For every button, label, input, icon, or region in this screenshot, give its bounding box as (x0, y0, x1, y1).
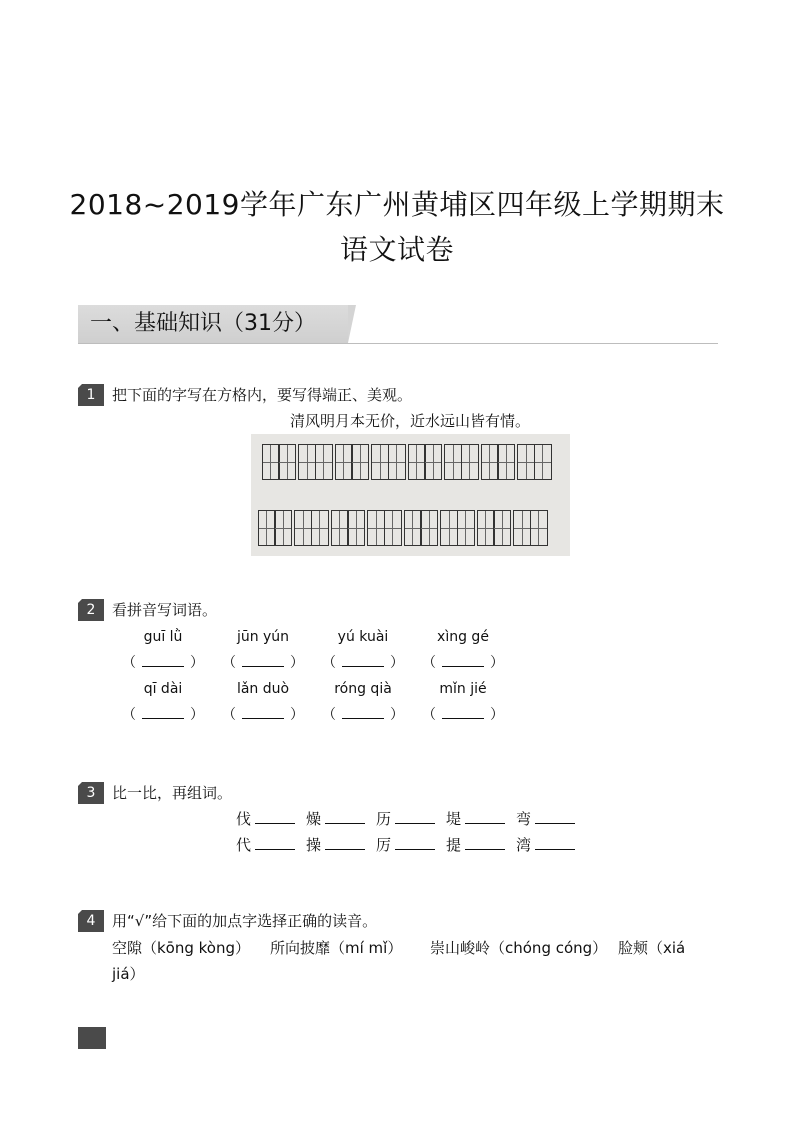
doc-title-line1: 2018~2019学年广东广州黄埔区四年级上学期期末 (69, 188, 725, 221)
compare-item[interactable]: 代 (236, 834, 306, 856)
question-1-instruction: 把下面的字写在方格内，要写得端正、美观。 (112, 386, 413, 404)
compare-item[interactable]: 提 (446, 834, 516, 856)
doc-title-line2: 语文试卷 (339, 233, 454, 266)
pinyin-7: róng qià (334, 681, 392, 697)
compare-item[interactable]: 燥 (306, 808, 376, 830)
pinyin-4: xìng gé (437, 629, 489, 645)
question-number-4: 4 (78, 910, 104, 932)
answer-blank[interactable]: （ ） (122, 655, 204, 671)
reading-choice[interactable]: 空隙（kōng kòng） (112, 939, 251, 957)
answer-blank[interactable]: （ ） (422, 655, 504, 671)
pinyin-2: jūn yún (236, 629, 290, 645)
answer-blank[interactable]: （ ） (322, 707, 404, 723)
question-1-poem: 清风明月本无价，近水远山皆有情。 (290, 412, 531, 430)
question-4-instruction: 用“√”给下面的加点字选择正确的读音。 (112, 912, 378, 930)
compare-item[interactable]: 堤 (446, 808, 516, 830)
compare-item[interactable]: 操 (306, 834, 376, 856)
answer-blank[interactable]: （ ） (322, 655, 404, 671)
question-number-5 (78, 1027, 106, 1049)
compare-item[interactable]: 历 (376, 808, 446, 830)
pinyin-3: yú kuài (337, 629, 389, 645)
section-header (78, 305, 718, 345)
pinyin-5: qī dài (143, 681, 183, 697)
question-3-instruction: 比一比，再组词。 (112, 784, 233, 802)
answer-blank[interactable]: （ ） (222, 707, 304, 723)
compare-row-1 (236, 808, 586, 830)
reading-choice[interactable]: 所向披靡（mí mǐ） (270, 939, 403, 957)
pinyin-8: mǐn jié (439, 681, 487, 697)
section-title: 一、基础知识（31分） (90, 311, 316, 336)
compare-item[interactable]: 弯 (516, 808, 586, 830)
compare-item[interactable]: 厉 (376, 834, 446, 856)
question-2-instruction: 看拼音写词语。 (112, 601, 218, 619)
reading-choice[interactable]: 脸颊（xiá (618, 939, 686, 957)
answer-blank[interactable]: （ ） (222, 655, 304, 671)
question-4-items (112, 935, 685, 961)
compare-row-2 (236, 834, 586, 856)
compare-item[interactable]: 湾 (516, 834, 586, 856)
question-number-3: 3 (78, 782, 104, 804)
question-number-1: 1 (78, 384, 104, 406)
writing-grid-image (251, 434, 570, 556)
grid-row-1 (263, 444, 552, 480)
answer-blank[interactable]: （ ） (422, 707, 504, 723)
compare-item[interactable]: 伐 (236, 808, 306, 830)
pinyin-6: lǎn duò (236, 681, 290, 697)
reading-choice-wrap: jiá） (112, 965, 145, 983)
question-number-2: 2 (78, 599, 104, 621)
answer-blank[interactable]: （ ） (122, 707, 204, 723)
pinyin-1: guī lǜ (143, 629, 183, 645)
reading-choice[interactable]: 崇山峻岭（chóng cóng） (430, 939, 608, 957)
grid-row-2 (259, 510, 548, 546)
